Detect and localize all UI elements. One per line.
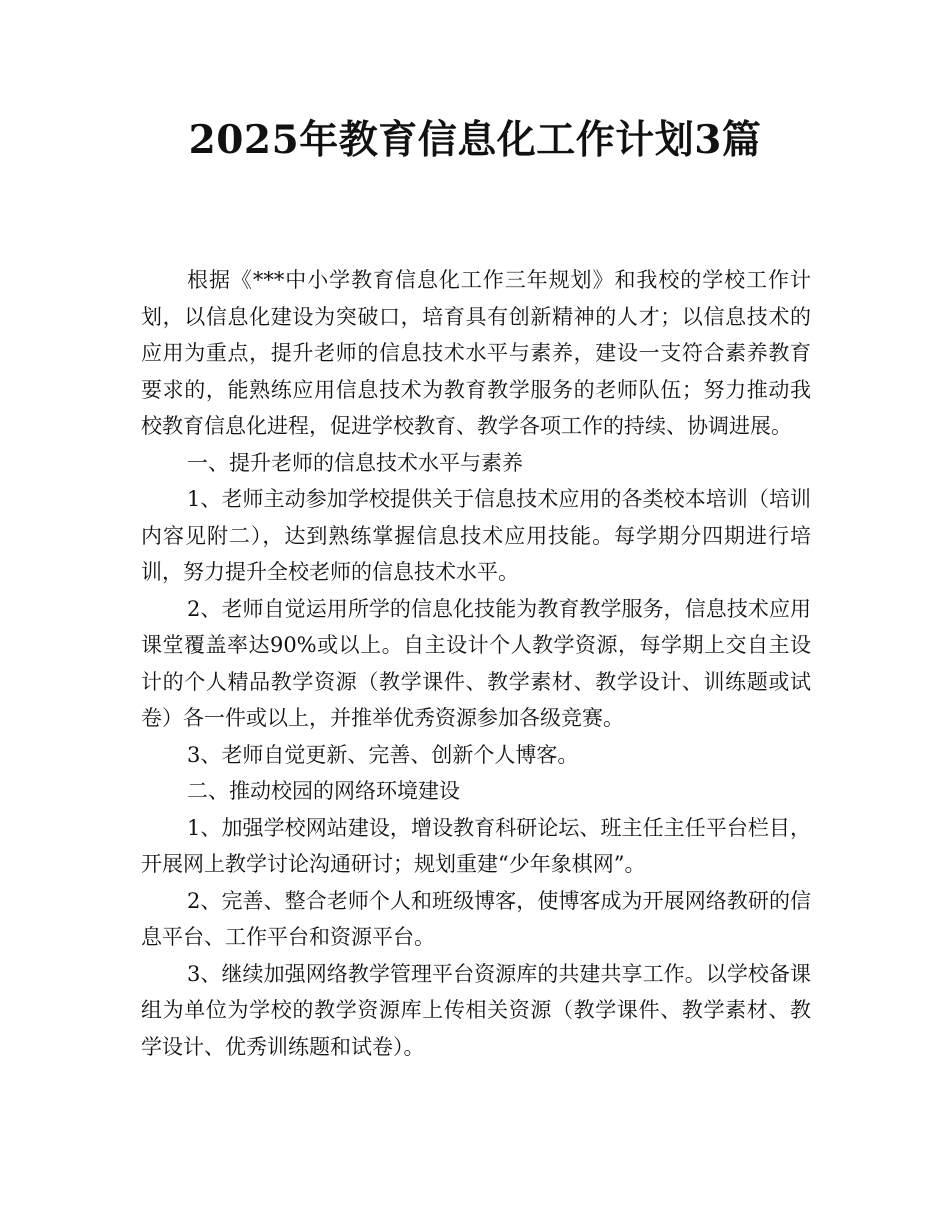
section-heading-2: 二、推动校园的网络环境建设 <box>187 779 460 803</box>
paragraph-2-2: 2、完善、整合老师个人和班级博客，使博客成为开展网络教研的信息平台、工作平台和资源平台。 <box>141 888 811 949</box>
paragraph-1-1: 1、老师主动参加学校提供关于信息技术应用的各类校本培训（培训内容见附二），达到熟练掌握信息技术应用技能。每学期分四期进行培训，努力提升全校老师的信息技术水平。 <box>141 487 811 584</box>
paragraph-intro: 根据《***中小学教育信息化工作三年规划》和我校的学校工作计划，以信息化建设为突破口，培育具有创新精神的人才；以信息技术的应用为重点，提升老师的信息技术水平与素养，建设一支符合素养教育要求的，能熟练应用信息技术为教育教学服务的老师队伍；努力推动我校教育信息化进程，促进学校教育、教学各项工作的持续、协调进展。 <box>141 268 811 438</box>
document-title: 2025年教育信息化工作计划3篇 <box>188 117 762 163</box>
document-body <box>141 262 811 1065</box>
paragraph-2-1: 1、加强学校网站建设，增设教育科研论坛、班主任主任平台栏目，开展网上教学讨论沟通研讨；规划重建“少年象棋网”。 <box>141 815 811 876</box>
paragraph-2-3: 3、继续加强网络教学管理平台资源库的共建共享工作。以学校备课组为单位为学校的教学资源库上传相关资源（教学课件、教学素材、教学设计、优秀训练题和试卷）。 <box>141 961 811 1059</box>
paragraph-1-3: 3、老师自觉更新、完善、创新个人博客。 <box>187 742 579 767</box>
section-heading-1: 一、提升老师的信息技术水平与素养 <box>187 450 523 475</box>
paragraph-1-2: 2、老师自觉运用所学的信息化技能为教育教学服务，信息技术应用课堂覆盖率达90%或以上。自主设计个人教学资源，每学期上交自主设计的个人精品教学资源（教学课件、教学素材、教学设计、训练题或试卷）各一件或以上，并推举优秀资源参加各级竞赛。 <box>141 596 811 730</box>
